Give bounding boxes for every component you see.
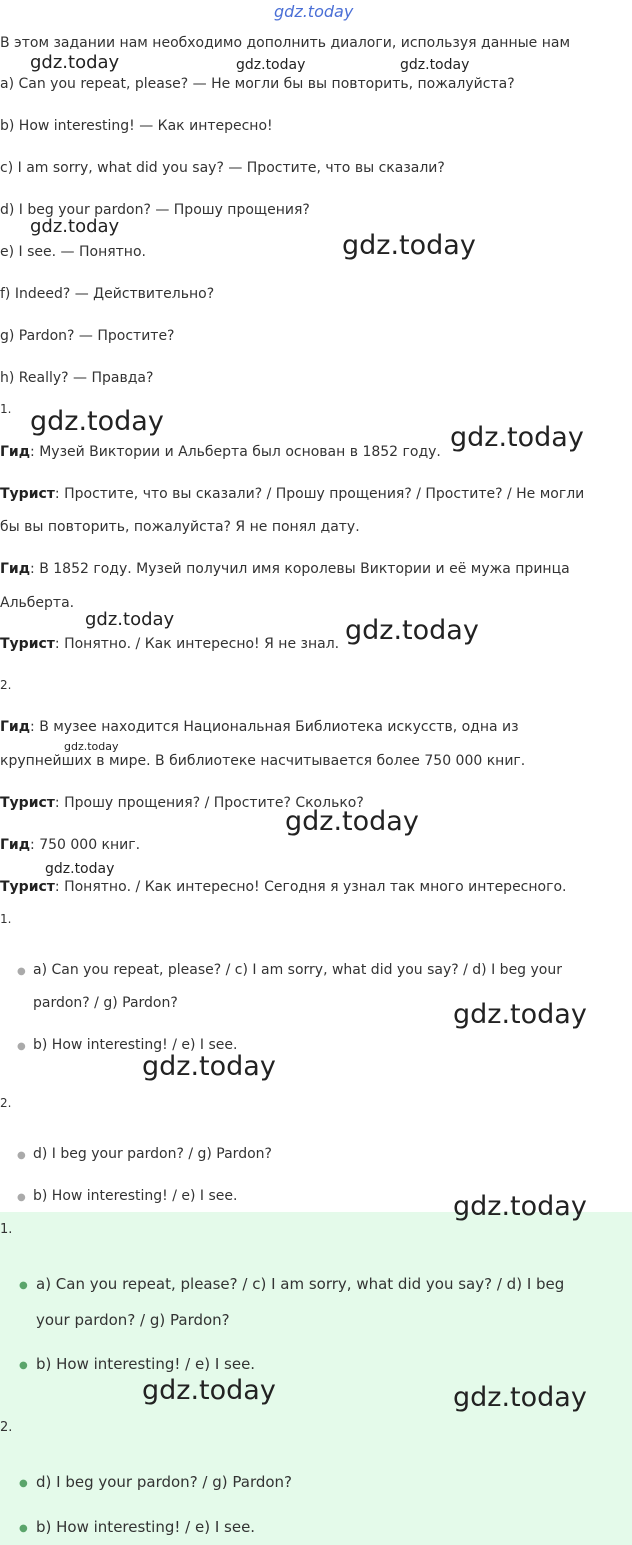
watermark: gdz.today [453,1191,587,1222]
watermark: gdz.today [345,615,479,646]
answer-number: 1. [0,1222,13,1237]
answer-item-continued: pardon? / g) Pardon? [33,995,178,1011]
watermark: gdz.today [30,216,120,237]
speaker-label: Турист [0,879,55,895]
answer-highlight-box [0,1212,632,1545]
speaker-label: Турист [0,636,55,652]
phrase-f: f) Indeed? — Действительно? [0,286,215,302]
bullet-icon: ● [19,1360,28,1371]
phrase-e: e) I see. — Понятно. [0,244,146,260]
phrase-d: d) I beg your pardon? — Прошу прощения? [0,202,310,218]
speaker-label: Турист [0,795,55,811]
phrase-c: c) I am sorry, what did you say? — Простите, что вы сказали? [0,160,445,176]
bullet-icon: ● [17,1150,26,1161]
intro-text: В этом задании нам необходимо дополнить диалоги, используя данные нам [0,35,571,51]
dialogue-number: 1. [0,402,12,416]
speaker-label: Турист [0,486,55,502]
bullet-icon: ● [17,1192,26,1203]
speech-text: : Простите, что вы сказали? / Прошу прощения? / Простите? / Не могли [54,486,585,502]
bullet-icon: ● [19,1523,28,1534]
dialogue-line [0,837,140,853]
phrase-b: b) How interesting! — Как интересно! [0,118,273,134]
speaker-label: Гид [0,444,31,460]
answer-item: b) How interesting! / e) I see. [33,1188,238,1204]
answer-item: d) I beg your pardon? / g) Pardon? [33,1146,272,1162]
speech-text: : В музее находится Национальная Библиотека искусств, одна из [30,719,519,735]
speech-text: : Прошу прощения? / Простите? Сколько? [54,795,364,811]
watermark: gdz.today [64,740,119,753]
speech-text: : Понятно. / Как интересно! Я не знал. [54,636,340,652]
dialogue-line [0,636,339,652]
watermark: gdz.today [450,422,584,453]
answer-item: b) How interesting! / e) I see. [36,1518,256,1536]
answer-item: a) Can you repeat, please? / c) I am sorry, what did you say? / d) I beg your [33,962,562,978]
phrase-a: a) Can you repeat, please? — Не могли бы вы повторить, пожалуйста? [0,76,515,92]
dialogue-number: 2. [0,678,12,692]
watermark: gdz.today [285,806,419,837]
watermark: gdz.today [30,406,164,437]
bullet-icon: ● [19,1280,28,1291]
watermark: gdz.today [453,1382,587,1413]
dialogue-line [0,444,441,460]
answer-item-continued: your pardon? / g) Pardon? [36,1311,230,1329]
phrase-h: h) Really? — Правда? [0,370,154,386]
speaker-label: Гид [0,561,31,577]
answer-item: d) I beg your pardon? / g) Pardon? [36,1473,293,1491]
answer-number: 2. [0,1420,13,1435]
answer-number: 2. [0,1096,12,1110]
watermark: gdz.today [30,52,120,73]
speech-text: : В 1852 году. Музей получил имя королевы Виктории и её мужа принца [30,561,570,577]
watermark: gdz.today [400,57,470,73]
dialogue-line [0,719,519,735]
answer-item: a) Can you repeat, please? / c) I am sorry, what did you say? / d) I beg [36,1275,565,1293]
answer-item: b) How interesting! / e) I see. [36,1355,256,1373]
watermark: gdz.today [342,230,476,261]
speaker-label: Гид [0,837,31,853]
watermark: gdz.today [142,1051,276,1082]
watermark: gdz.today [453,999,587,1030]
answer-number: 1. [0,912,12,926]
speaker-label: Гид [0,719,31,735]
dialogue-line [0,879,566,895]
watermark: gdz.today [45,861,115,877]
dialogue-line-continued: Альберта. [0,595,75,611]
dialogue-line-continued: крупнейших в мире. В библиотеке насчитывается более 750 000 книг. [0,753,526,769]
phrase-g: g) Pardon? — Простите? [0,328,175,344]
bullet-icon: ● [19,1478,28,1489]
bullet-icon: ● [17,966,26,977]
bullet-icon: ● [17,1041,26,1052]
speech-text: : 750 000 книг. [30,837,141,853]
speech-text: : Музей Виктории и Альберта был основан в 1852 году. [30,444,441,460]
answer-item: b) How interesting! / e) I see. [33,1037,238,1053]
watermark: gdz.today [236,57,306,73]
dialogue-line [0,486,584,502]
dialogue-line [0,561,570,577]
site-logo[interactable]: gdz.today [274,2,354,21]
watermark: gdz.today [85,609,175,630]
dialogue-line-continued: бы вы повторить, пожалуйста? Я не понял дату. [0,519,360,535]
speech-text: : Понятно. / Как интересно! Сегодня я узнал так много интересного. [54,879,567,895]
watermark: gdz.today [142,1375,276,1406]
